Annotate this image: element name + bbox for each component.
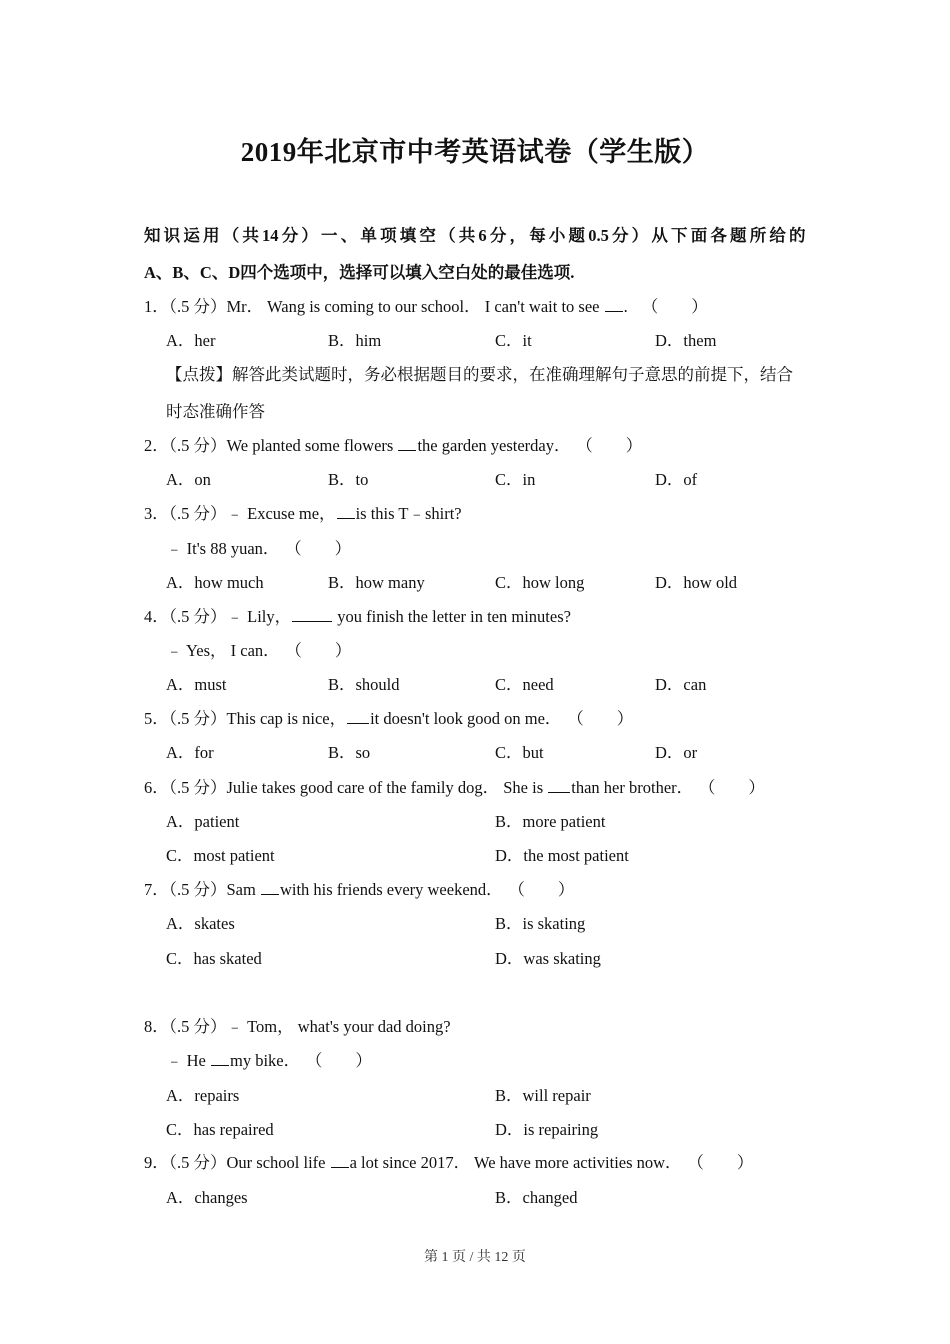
intro-char: 运 xyxy=(183,226,200,245)
answer-parenthesis[interactable]: （ ） xyxy=(641,297,708,316)
question-number: 2．（.5 分） xyxy=(144,436,227,455)
option-c[interactable]: C．most patient xyxy=(166,846,275,865)
option-b[interactable]: B．more patient xyxy=(495,812,606,831)
option-b[interactable]: B．how many xyxy=(328,573,425,592)
question-number: 9．（.5 分） xyxy=(144,1153,227,1172)
option-d[interactable]: D．is repairing xyxy=(495,1120,599,1139)
question-9 xyxy=(144,1152,753,1174)
option-d[interactable]: D．or xyxy=(655,743,698,762)
question-text: . xyxy=(623,297,628,316)
answer-blank[interactable] xyxy=(337,504,355,519)
option-a[interactable]: A．repairs xyxy=(166,1086,240,1105)
question-text: ﹣ Tom， what's your dad doing? xyxy=(226,1017,451,1036)
option-c[interactable]: C．but xyxy=(495,743,544,762)
answer-parenthesis[interactable]: （ ） xyxy=(293,539,352,558)
intro-char: 共 xyxy=(242,226,259,245)
question-4-reply xyxy=(166,640,351,662)
option-c[interactable]: C．has skated xyxy=(166,949,262,968)
question-text: with his friends every weekend． xyxy=(279,880,503,899)
answer-blank[interactable] xyxy=(548,778,570,793)
option-b[interactable]: B．should xyxy=(328,675,400,694)
intro-char: 0.5 xyxy=(588,226,609,245)
question-text: ﹣ Yes， I can． xyxy=(166,641,280,660)
intro-char: 知 xyxy=(144,226,161,245)
question-text: Mr． Wang is coming to our school． I can't wait to see xyxy=(226,297,604,316)
option-d[interactable]: D．the most patient xyxy=(495,846,629,865)
option-a[interactable]: A．for xyxy=(166,743,214,762)
intro-char: ， xyxy=(509,226,527,245)
question-4 xyxy=(144,606,571,628)
answer-blank[interactable] xyxy=(347,709,369,724)
intro-char: 分 xyxy=(489,226,507,245)
answer-blank[interactable] xyxy=(605,297,623,312)
question-1 xyxy=(144,296,708,318)
option-a[interactable]: A．her xyxy=(166,331,216,350)
option-c[interactable]: C．how long xyxy=(495,573,585,592)
answer-parenthesis[interactable]: （ ） xyxy=(293,641,352,660)
option-b[interactable]: B．is skating xyxy=(495,914,586,933)
question-7 xyxy=(144,879,574,901)
answer-blank[interactable] xyxy=(211,1051,229,1066)
option-c[interactable]: C．need xyxy=(495,675,554,694)
question-text: is this T﹣shirt? xyxy=(355,504,462,523)
instructions-line-2: A、B、C、D四个选项中，选择可以填入空白处的最佳选项. xyxy=(144,263,575,282)
answer-parenthesis[interactable]: （ ） xyxy=(695,1153,754,1172)
question-text: Our school life xyxy=(226,1153,330,1172)
question-6 xyxy=(144,777,765,799)
intro-char: 空 xyxy=(419,226,436,245)
intro-char: 共 xyxy=(458,226,476,245)
question-text: ﹣ Excuse me， xyxy=(226,504,336,523)
intro-char: 分 xyxy=(612,226,629,245)
option-d[interactable]: D．can xyxy=(655,675,707,694)
question-number: 8．（.5 分） xyxy=(144,1017,227,1036)
intro-char: 从 xyxy=(651,226,668,245)
intro-char: 6 xyxy=(478,226,487,245)
question-text: the garden yesterday． xyxy=(417,436,571,455)
intro-char: ） xyxy=(631,226,649,245)
answer-blank[interactable] xyxy=(292,607,332,622)
question-3 xyxy=(144,503,462,525)
intro-char: 所 xyxy=(749,226,767,245)
question-text: it doesn't look good on me． xyxy=(370,709,562,728)
option-d[interactable]: D．them xyxy=(655,331,717,350)
question-2 xyxy=(144,435,642,457)
option-b[interactable]: B．changed xyxy=(495,1188,578,1207)
answer-parenthesis[interactable]: （ ） xyxy=(707,778,765,797)
option-a[interactable]: A．how much xyxy=(166,573,264,592)
answer-parenthesis[interactable]: （ ） xyxy=(516,880,575,899)
question-text: than her brother． xyxy=(571,778,694,797)
question-number: 7．（.5 分） xyxy=(144,880,227,899)
page-footer: 第 1 页 / 共 12 页 xyxy=(424,1250,526,1265)
intro-char: 下 xyxy=(671,226,688,245)
question-text: Julie takes good care of the family dog． She is xyxy=(226,778,548,797)
answer-parenthesis[interactable]: （ ） xyxy=(575,709,634,728)
option-b[interactable]: B．him xyxy=(328,331,382,350)
answer-blank[interactable] xyxy=(261,880,279,895)
question-number: 3．（.5 分） xyxy=(144,504,227,523)
option-a[interactable]: A．on xyxy=(166,470,211,489)
option-b[interactable]: B．will repair xyxy=(495,1086,591,1105)
question-5 xyxy=(144,708,633,730)
option-a[interactable]: A．patient xyxy=(166,812,240,831)
intro-char: 用 xyxy=(203,226,220,245)
intro-char: 、 xyxy=(340,226,358,245)
option-b[interactable]: B．so xyxy=(328,743,371,762)
option-d[interactable]: D．of xyxy=(655,470,698,489)
intro-char: 题 xyxy=(730,226,747,245)
question-text: This cap is nice， xyxy=(226,709,347,728)
intro-char: 分 xyxy=(281,226,299,245)
question-number: 6．（.5 分） xyxy=(144,778,227,797)
option-a[interactable]: A．must xyxy=(166,675,227,694)
question-number: 4．（.5 分） xyxy=(144,607,227,626)
option-c[interactable]: C．has repaired xyxy=(166,1120,274,1139)
option-d[interactable]: D．was skating xyxy=(495,949,601,968)
option-a[interactable]: A．skates xyxy=(166,914,235,933)
answer-blank[interactable] xyxy=(398,436,416,451)
question-3-reply xyxy=(166,538,351,560)
option-b[interactable]: B．to xyxy=(328,470,369,489)
option-c[interactable]: C．it xyxy=(495,331,532,350)
question-text: ﹣ Lily， xyxy=(226,607,292,626)
answer-parenthesis[interactable]: （ ） xyxy=(314,1051,372,1070)
answer-blank[interactable] xyxy=(331,1153,349,1168)
intro-char: 识 xyxy=(163,226,181,245)
intro-char: 每 xyxy=(529,226,546,245)
instructions-line-1 xyxy=(144,225,806,247)
intro-char: 的 xyxy=(789,226,806,245)
intro-char: ） xyxy=(301,226,318,245)
question-text: We planted some flowers xyxy=(226,436,398,455)
question-number: 5．（.5 分） xyxy=(144,709,227,728)
intro-char: 14 xyxy=(262,226,279,245)
intro-char: 单 xyxy=(360,226,377,245)
question-8-reply xyxy=(166,1050,372,1072)
intro-char: 各 xyxy=(710,226,727,245)
question-number: 1．（.5 分） xyxy=(144,297,227,316)
question-text: my bike． xyxy=(230,1051,301,1070)
question-text: ﹣ He xyxy=(166,1051,210,1070)
option-c[interactable]: C．in xyxy=(495,470,536,489)
intro-char: 项 xyxy=(380,226,397,245)
page-title: 2019年北京市中考英语试卷（学生版） xyxy=(240,137,710,167)
intro-char: 小 xyxy=(548,226,566,245)
hint-line-2: 时态准确作答 xyxy=(166,402,265,421)
intro-char: 题 xyxy=(568,226,586,245)
question-text: Sam xyxy=(226,880,260,899)
question-text: a lot since 2017． We have more activities now． xyxy=(349,1153,682,1172)
intro-char: 填 xyxy=(399,226,417,245)
intro-char: 一 xyxy=(321,226,338,245)
hint-line-1: 【点拨】解答此类试题时，务必根据题目的要求，在准确理解句子意思的前提下，结合 xyxy=(166,365,793,384)
intro-char: （ xyxy=(439,226,456,245)
intro-char: 面 xyxy=(690,226,708,245)
option-a[interactable]: A．changes xyxy=(166,1188,248,1207)
answer-parenthesis[interactable]: （ ） xyxy=(584,436,643,455)
question-text: you finish the letter in ten minutes? xyxy=(337,607,571,626)
question-8 xyxy=(144,1016,451,1038)
intro-char: （ xyxy=(222,226,240,245)
intro-char: 给 xyxy=(769,226,786,245)
option-d[interactable]: D．how old xyxy=(655,573,738,592)
question-text: ﹣ It's 88 yuan． xyxy=(166,539,280,558)
